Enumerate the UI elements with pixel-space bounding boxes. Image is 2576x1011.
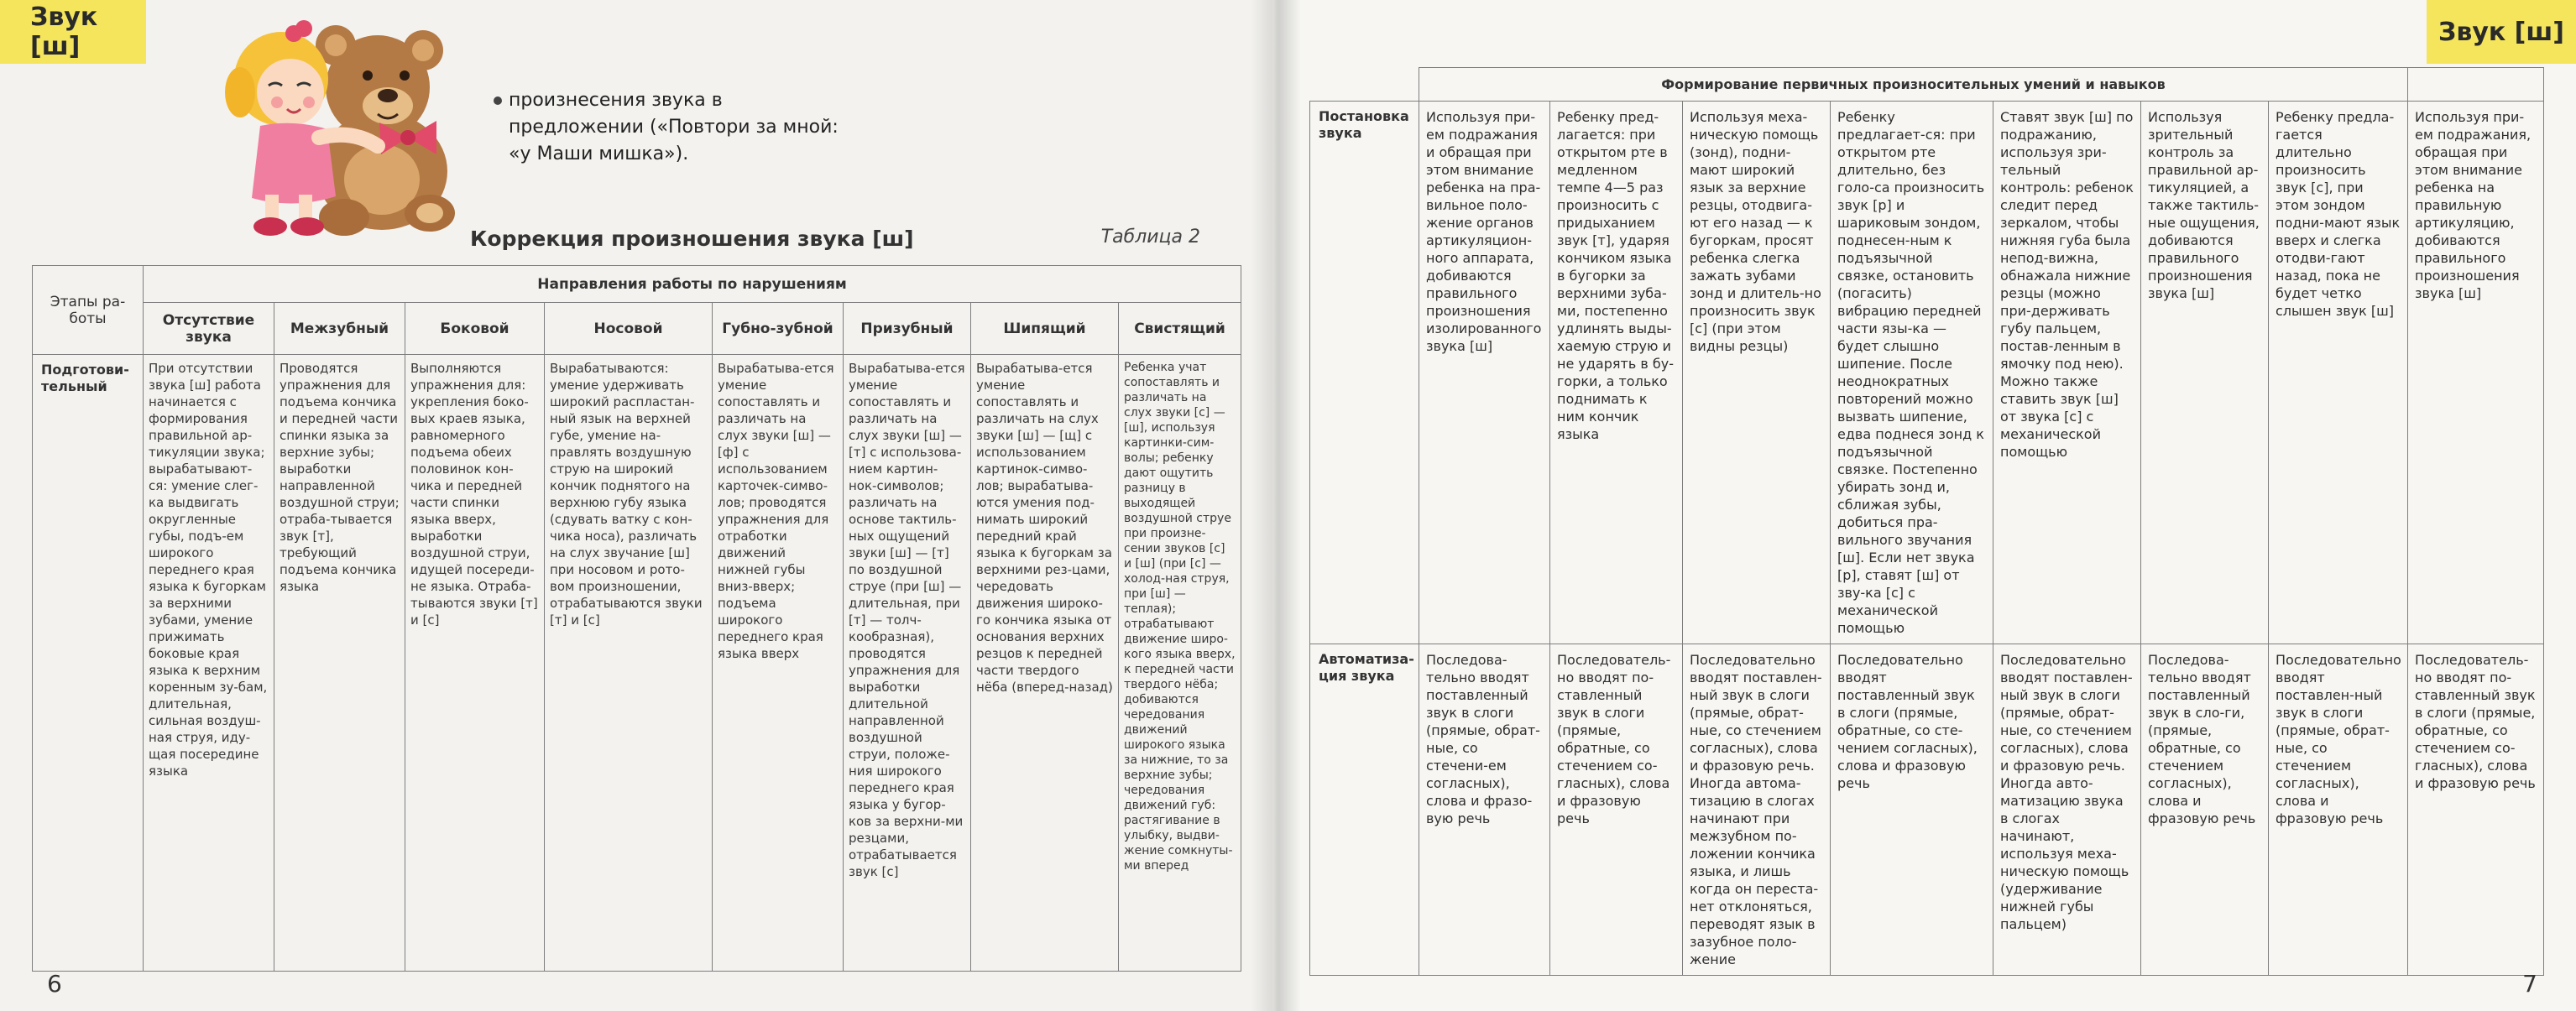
formation-header: Формирование первичных произносительных умений и навыков [1419, 68, 2408, 102]
table-cell: Последовательно вводят поставлен-ный звук в слоги (прямые, обрат-ные, со стечением согласных), слова и фразовую речь. Иногда авто-матизацию звука в слогах начинают, используя меха-ническую помощь (удерживание нижней губы пальцем) [1993, 644, 2141, 976]
formation-table [1309, 67, 2544, 976]
stage-cell: Подготови-тельный [33, 355, 144, 972]
table-cell: Последовательно вводят поставленный звук в слоги (прямые, обратные, со сте-чением согласных), слова и фразовую речь [1831, 644, 1993, 976]
table-cell: Ставят звук [ш] по подражанию, используя зри-тельный контроль: ребенок следит перед зеркалом, чтобы нижняя губа была непод-вижна, обнажала нижние резцы (можно при-держивать губу пальцем, постав-ленным в ямочку под нею). Можно также ставить звук [ш] от звука [с] с механической помощью [1993, 102, 2141, 644]
table-cell: Последова-тельно вводят поставленный звук в сло-ги, (прямые, обратные, со стечением согласных), слова и фразовую речь [2141, 644, 2269, 976]
page-number: 6 [47, 970, 62, 998]
stage-cell: Автоматиза-ция звука [1310, 644, 1419, 976]
column-header: Свистящий [1119, 303, 1241, 355]
table-cell: Ребенку предла-гается длительно произносить звук [с], при этом зондом подни-мают язык вверх и слегка отодви-гают назад, пока не будет четко слышен звук [ш] [2269, 102, 2408, 644]
table-cell: Последова-тельно вводят поставленный звук в слоги (прямые, обрат-ные, со стечени-ем согласных), слова и фразо-вую речь [1419, 644, 1550, 976]
bullet-text: произнесения звука в предложении («Повтори за мной: «у Маши мишка»). [509, 90, 839, 164]
table-cell: Последовательно вводят поставлен-ный звук в слоги (прямые, обрат-ные, со стечением согласных), слова и фразовую речь. Иногда автома-тизацию в слогах начинают при межзубном по-ложении кончика языка, и лишь когда он переста-нет отклоняться, переводят язык в зазубное поло-жение [1683, 644, 1831, 976]
stage-cell: Постановка звука [1310, 102, 1419, 644]
stage-header-text: Этапы ра-боты [50, 293, 126, 327]
table-cell: Проводятся упражнения для подъема кончика и передней части спинки языка за верхние зубы; выработки направленной воздушной струи; отраба-тывается звук [т], требующий подъема кончика языка [274, 355, 405, 972]
table-cell: Вырабатываются: умение удерживать широкий распластан-ный язык на верхней губе, умение на-правлять воздушную струю на широкий кончик поднятого на верхнюю губу языка (сдувать ватку с кон-чика носа), различать на слух звучание [ш] при носовом и рото-вом произношении, отрабатываются звуки [т] и [с] [545, 355, 713, 972]
column-header: Губно-зубной [713, 303, 844, 355]
page-number: 7 [2522, 970, 2537, 998]
column-header: Боковой [405, 303, 545, 355]
bullet-text-block [494, 87, 861, 168]
table-cell: Используя при-ем подражания и обращая при этом внимание ребенка на пра-вильное поло-жение органов артикуляцион-ного аппарата, добиваются правильного произношения изолированного звука [ш] [1419, 102, 1550, 644]
table-number: Таблица 2 [1100, 227, 1200, 248]
column-header: Шипящий [971, 303, 1119, 355]
table-cell: Ребенка учат сопоставлять и различать на слух звуки [с] — [ш], используя картинки-сим-волы; ребенку дают ощутить разницу в выходящей воздушной струе при произне-сении звуков [с] и [ш] (при [с] — холод-ная струя, при [ш] — теплая); отрабатывают движение широ-кого языка вверх, к передней части твердого нёба; добиваются чередования движений широкого языка за нижние, то за верхние зубы; чередования движений губ: растягивание в улыбку, выдви-жение сомкнуты-ми вперед [1119, 355, 1241, 972]
sound-tab: Звук [ш] [2427, 0, 2576, 64]
table-cell: При отсутствии звука [ш] работа начинается с формирования правильной ар-тикуляции звука; вырабатывают-ся: умение слег-ка выдвигать округленные губы, подъ-ем широкого переднего края языка к бугоркам за верхними зубами, умение прижимать боковые края языка к верхним коренным зу-бам, длительная, сильная воздуш-ная струя, иду-щая посередине языка [144, 355, 274, 972]
empty-corner-cell [1310, 68, 1419, 102]
stage-header [33, 266, 144, 355]
sound-tab: Звук [ш] [0, 0, 146, 64]
column-header-row [33, 303, 1241, 355]
table-cell: Выполняются упражнения для: укрепления боко-вых краев языка, равномерного подъема обеих половинок кон-чика и передней части спинки языка вверх, выработки воздушной струи, идущей посереди-не языка. Отраба-тываются звуки [т] и [с] [405, 355, 545, 972]
table-cell: Последовательно вводят поставлен-ный звук в слоги (прямые, обрат-ные, со стечением согласных), слова и фразовую речь [2269, 644, 2408, 976]
bullet-dot-icon [494, 96, 502, 105]
table-row [1310, 644, 2544, 976]
correction-table [32, 265, 1241, 972]
directions-header-text: Направления работы по нарушениям [537, 275, 847, 293]
table-cell: Используя при-ем подражания, обращая при этом внимание ребенка на правильную артикуляцию, добиваются правильного произношения звука [ш] [2408, 102, 2544, 644]
table-cell: Ребенку пред-лагается: при открытом рте в медленном темпе 4—5 раз произносить с придыханием звук [т], ударяя кончиком языка в бугорки за верхними зуба-ми, постепенно удлинять выды-хаемую струю и не ударять в бу-горки, а только поднимать к ним кончик языка [1550, 102, 1683, 644]
table-cell: Используя меха-ническую помощь (зонд), подни-мают широкий язык за верхние резцы, отодвига-ют его назад — к бугоркам, просят ребенка слегка зажать зубами зонд и длитель-но произносить звук [с] (при этом видны резцы) [1683, 102, 1831, 644]
column-header: Носовой [545, 303, 713, 355]
table-cell: Последователь-но вводят по-ставленный звук в слоги (прямые, обратные, со стечением со-гласных), слова и фразовую речь [1550, 644, 1683, 976]
table-cell: Вырабатыва-ется умение сопоставлять и различать на слух звуки [ш] — [т] с использова-нием картин-нок-символов; различать на основе тактиль-ных ощущений звуки [ш] — [т] по воздушной струе (при [ш] — длительная, при [т] — толч-кообразная), проводятся упражнения для выработки длительной направленной воздушной струи, положе-ния широкого переднего края языка у бугор-ков за верхни-ми резцами, отрабатывается звук [с] [844, 355, 971, 972]
right-page [1272, 0, 2576, 1011]
table-cell: Ребенку предлагает-ся: при открытом рте длительно, без голо-са произносить звук [р] и шариковым зондом, поднесен-ным к подъязычной связке, остановить (погасить) вибрацию передней части язы-ка — будет слышно шипение. После неоднократных повторений можно вызвать шипение, едва поднеся зонд к подъязычной связке. Постепенно убирать зонд и, сближая зубы, добиться пра-вильного звучания [ш]. Если нет звука [р], ставят [ш] от зву-ка [с] с механической помощью [1831, 102, 1993, 644]
girl-hugging-teddy-bear-illustration [210, 12, 478, 240]
directions-header [144, 266, 1241, 303]
table-cell: Последователь-но вводят по-ставленный звук в слоги (прямые, обратные, со стечением со-гласных), слова и фразовую речь [2408, 644, 2544, 976]
column-header: Призубный [844, 303, 971, 355]
table-row [1310, 102, 2544, 644]
left-page [0, 0, 1272, 1011]
table-cell: Вырабатыва-ется умение сопоставлять и различать на слух звуки [ш] — [ф] с использованием карточек-симво-лов; проводятся упражнения для отработки движений нижней губы вниз-вверх; подъема широкого переднего края языка вверх [713, 355, 844, 972]
table-cell: Используя зрительный контроль за правильной ар-тикуляцией, а также тактиль-ные ощущения, добиваются правильного произношения звука [ш] [2141, 102, 2269, 644]
empty-header-cell [2408, 68, 2544, 102]
column-header: Отсутствие звука [144, 303, 274, 355]
table-caption: Коррекция произношения звука [ш] [470, 227, 914, 251]
table-cell: Вырабатыва-ется умение сопоставлять и различать на слух звуки [ш] — [щ] с использованием картинок-симво-лов; вырабатыва-ются умения под-нимать широкий передний край языка к бугоркам за верхними рез-цами, чередовать движения широко-го кончика языка от основания верхних резцов к передней части твердого нёба (вперед-назад) [971, 355, 1119, 972]
column-header: Межзубный [274, 303, 405, 355]
table-row [33, 355, 1241, 972]
